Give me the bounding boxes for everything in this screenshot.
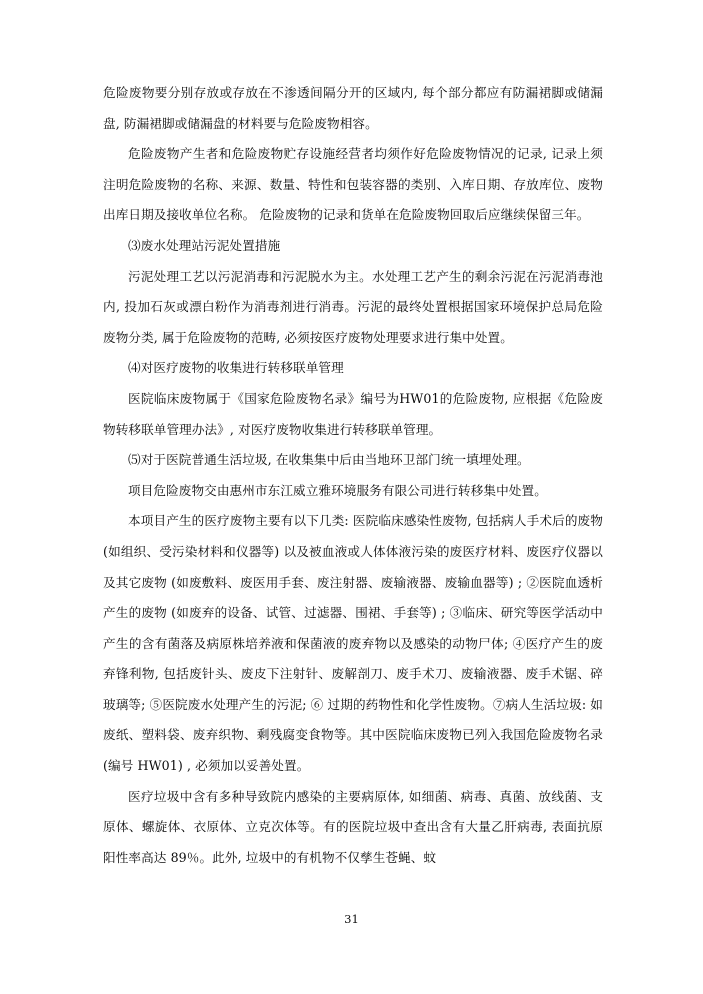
paragraph: ⑷对医疗废物的收集进行转移联单管理 bbox=[128, 360, 344, 376]
paragraph: 本项目产生的医疗废物主要有以下几类: 医院临床感染性废物, 包括病人手术后的废物 (如组织、受污染材料和仪器等) 以及被血液或人体体液污染的废医疗材料、废医疗仪器以及其它废物 (如废敷料、废医用手套、废注射器、废输液器、废输血器等) ; ②医院血透析产生的废物 (如废弃的设备、试管、过滤器、围裙、手套等) ; ③临床、研究等医学活动中产生的含有菌落及病原株培养液和保菌液的废弃物以及感染的动物尸体; ④医疗产生的废弃锋利物, 包括废针头、废皮下注射针、废解剖刀、废手术刀、废输液器、废手术锯、碎玻璃等; ⑤医院废水处理产生的污泥; ⑥ 过期的药物性和化学性废物。⑦病人生活垃圾: 如废纸、塑料袋、废弃织物、剩残腐变食物等。其中医院临床废物已列入我国危险废物名录 (编号 HW01) , 必须加以妥善处置。 bbox=[103, 513, 603, 774]
paragraph: 污泥处理工艺以污泥消毒和污泥脱水为主。水处理工艺产生的剩余污泥在污泥消毒池内, 投加石灰或漂白粉作为消毒剂进行消毒。污泥的最终处置根据国家环境保护总局危险废物分类, 属于危险废物的范畴, 必须按医疗废物处理要求进行集中处置。 bbox=[103, 268, 603, 345]
page-number: 31 bbox=[344, 912, 359, 926]
paragraph: ⑶废水处理站污泥处置措施 bbox=[128, 237, 281, 253]
paragraph: 危险废物要分别存放或存放在不渗透间隔分开的区域内, 每个部分都应有防漏裙脚或储漏盘, 防漏裙脚或储漏盘的材料要与危险废物相容。 bbox=[103, 85, 603, 131]
paragraph: 项目危险废物交由惠州市东江威立雅环境服务有限公司进行转移集中处置。 bbox=[128, 482, 547, 498]
paragraph: 医疗垃圾中含有多种导致院内感染的主要病原体, 如细菌、病毒、真菌、放线菌、支原体、螺旋体、衣原体、立克次体等。有的医院垃圾中查出含有大量乙肝病毒, 表面抗原阳性率高达 89％。此外, 垃圾中的有机物不仅孳生苍蝇、蚊 bbox=[103, 788, 603, 865]
page-body-text bbox=[103, 78, 603, 873]
paragraph: 危险废物产生者和危险废物贮存设施经营者均须作好危险废物情况的记录, 记录上须注明危险废物的名称、来源、数量、特性和包装容器的类别、入库日期、存放库位、废物出库日期及接收单位名称。 危险废物的记录和货单在危险废物回取后应继续保留三年。 bbox=[103, 146, 603, 223]
paragraph: ⑸对于医院普通生活垃圾, 在收集集中后由当地环卫部门统一填埋处理。 bbox=[128, 452, 530, 468]
paragraph: 医院临床废物属于《国家危险废物名录》编号为HW01的危险废物, 应根据《危险废物转移联单管理办法》, 对医疗废物收集进行转移联单管理。 bbox=[103, 390, 603, 437]
